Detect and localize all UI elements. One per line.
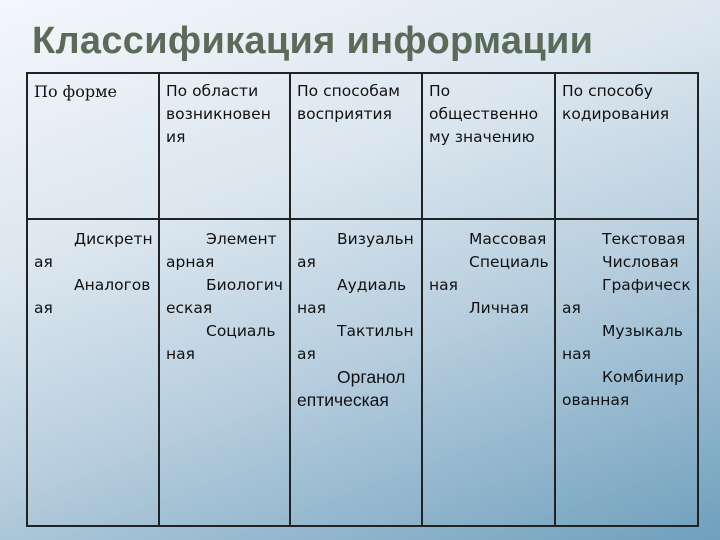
list-item: Элемент арная [166, 230, 277, 271]
header-by-encoding-line: По способу [562, 82, 653, 100]
list-item: Тактильн ая [297, 322, 414, 363]
header-by-origin [159, 73, 290, 219]
header-by-social-significance [422, 73, 555, 219]
list-item: Органол ептическая [297, 367, 406, 410]
header-by-origin-line: возникновен [166, 105, 271, 123]
list-item: Аналогов ая [34, 276, 151, 317]
list-item: Социаль ная [166, 322, 276, 363]
header-by-perception-line: восприятия [297, 105, 392, 123]
list-item: Музыкаль ная [562, 322, 683, 363]
values-row [27, 219, 698, 526]
classification-table [26, 72, 699, 527]
header-by-perception-line: По способам [297, 82, 400, 100]
list-item: Специаль ная [429, 253, 549, 294]
cell-perception-values [290, 219, 422, 526]
cell-origin-values [159, 219, 290, 526]
header-by-origin-line: По области [166, 82, 259, 100]
header-by-social-line: По [429, 82, 451, 100]
header-row [27, 73, 698, 219]
slide-title: Классификация информации [32, 20, 594, 62]
list-item: Комбинир ованная [562, 368, 684, 409]
list-item: Дискретн ая [34, 230, 153, 271]
header-by-origin-line: ия [166, 128, 186, 146]
list-item: Числовая [602, 253, 679, 271]
header-by-form [27, 73, 159, 219]
list-item: Графическ ая [562, 276, 691, 317]
cell-form-values [27, 219, 159, 526]
header-by-form-label: По форме [34, 82, 117, 101]
list-item: Личная [469, 299, 529, 317]
header-by-encoding [555, 73, 698, 219]
list-item: Аудиаль ная [297, 276, 407, 317]
list-item: Визуальн ая [297, 230, 414, 271]
list-item: Текстовая [602, 230, 686, 248]
header-by-social-line: му значению [429, 128, 535, 146]
header-by-social-line: общественно [429, 105, 539, 123]
list-item: Биологич еская [166, 276, 283, 317]
list-item: Массовая [469, 230, 547, 248]
cell-encoding-values [555, 219, 698, 526]
cell-social-values [422, 219, 555, 526]
header-by-perception [290, 73, 422, 219]
header-by-encoding-line: кодирования [562, 105, 670, 123]
